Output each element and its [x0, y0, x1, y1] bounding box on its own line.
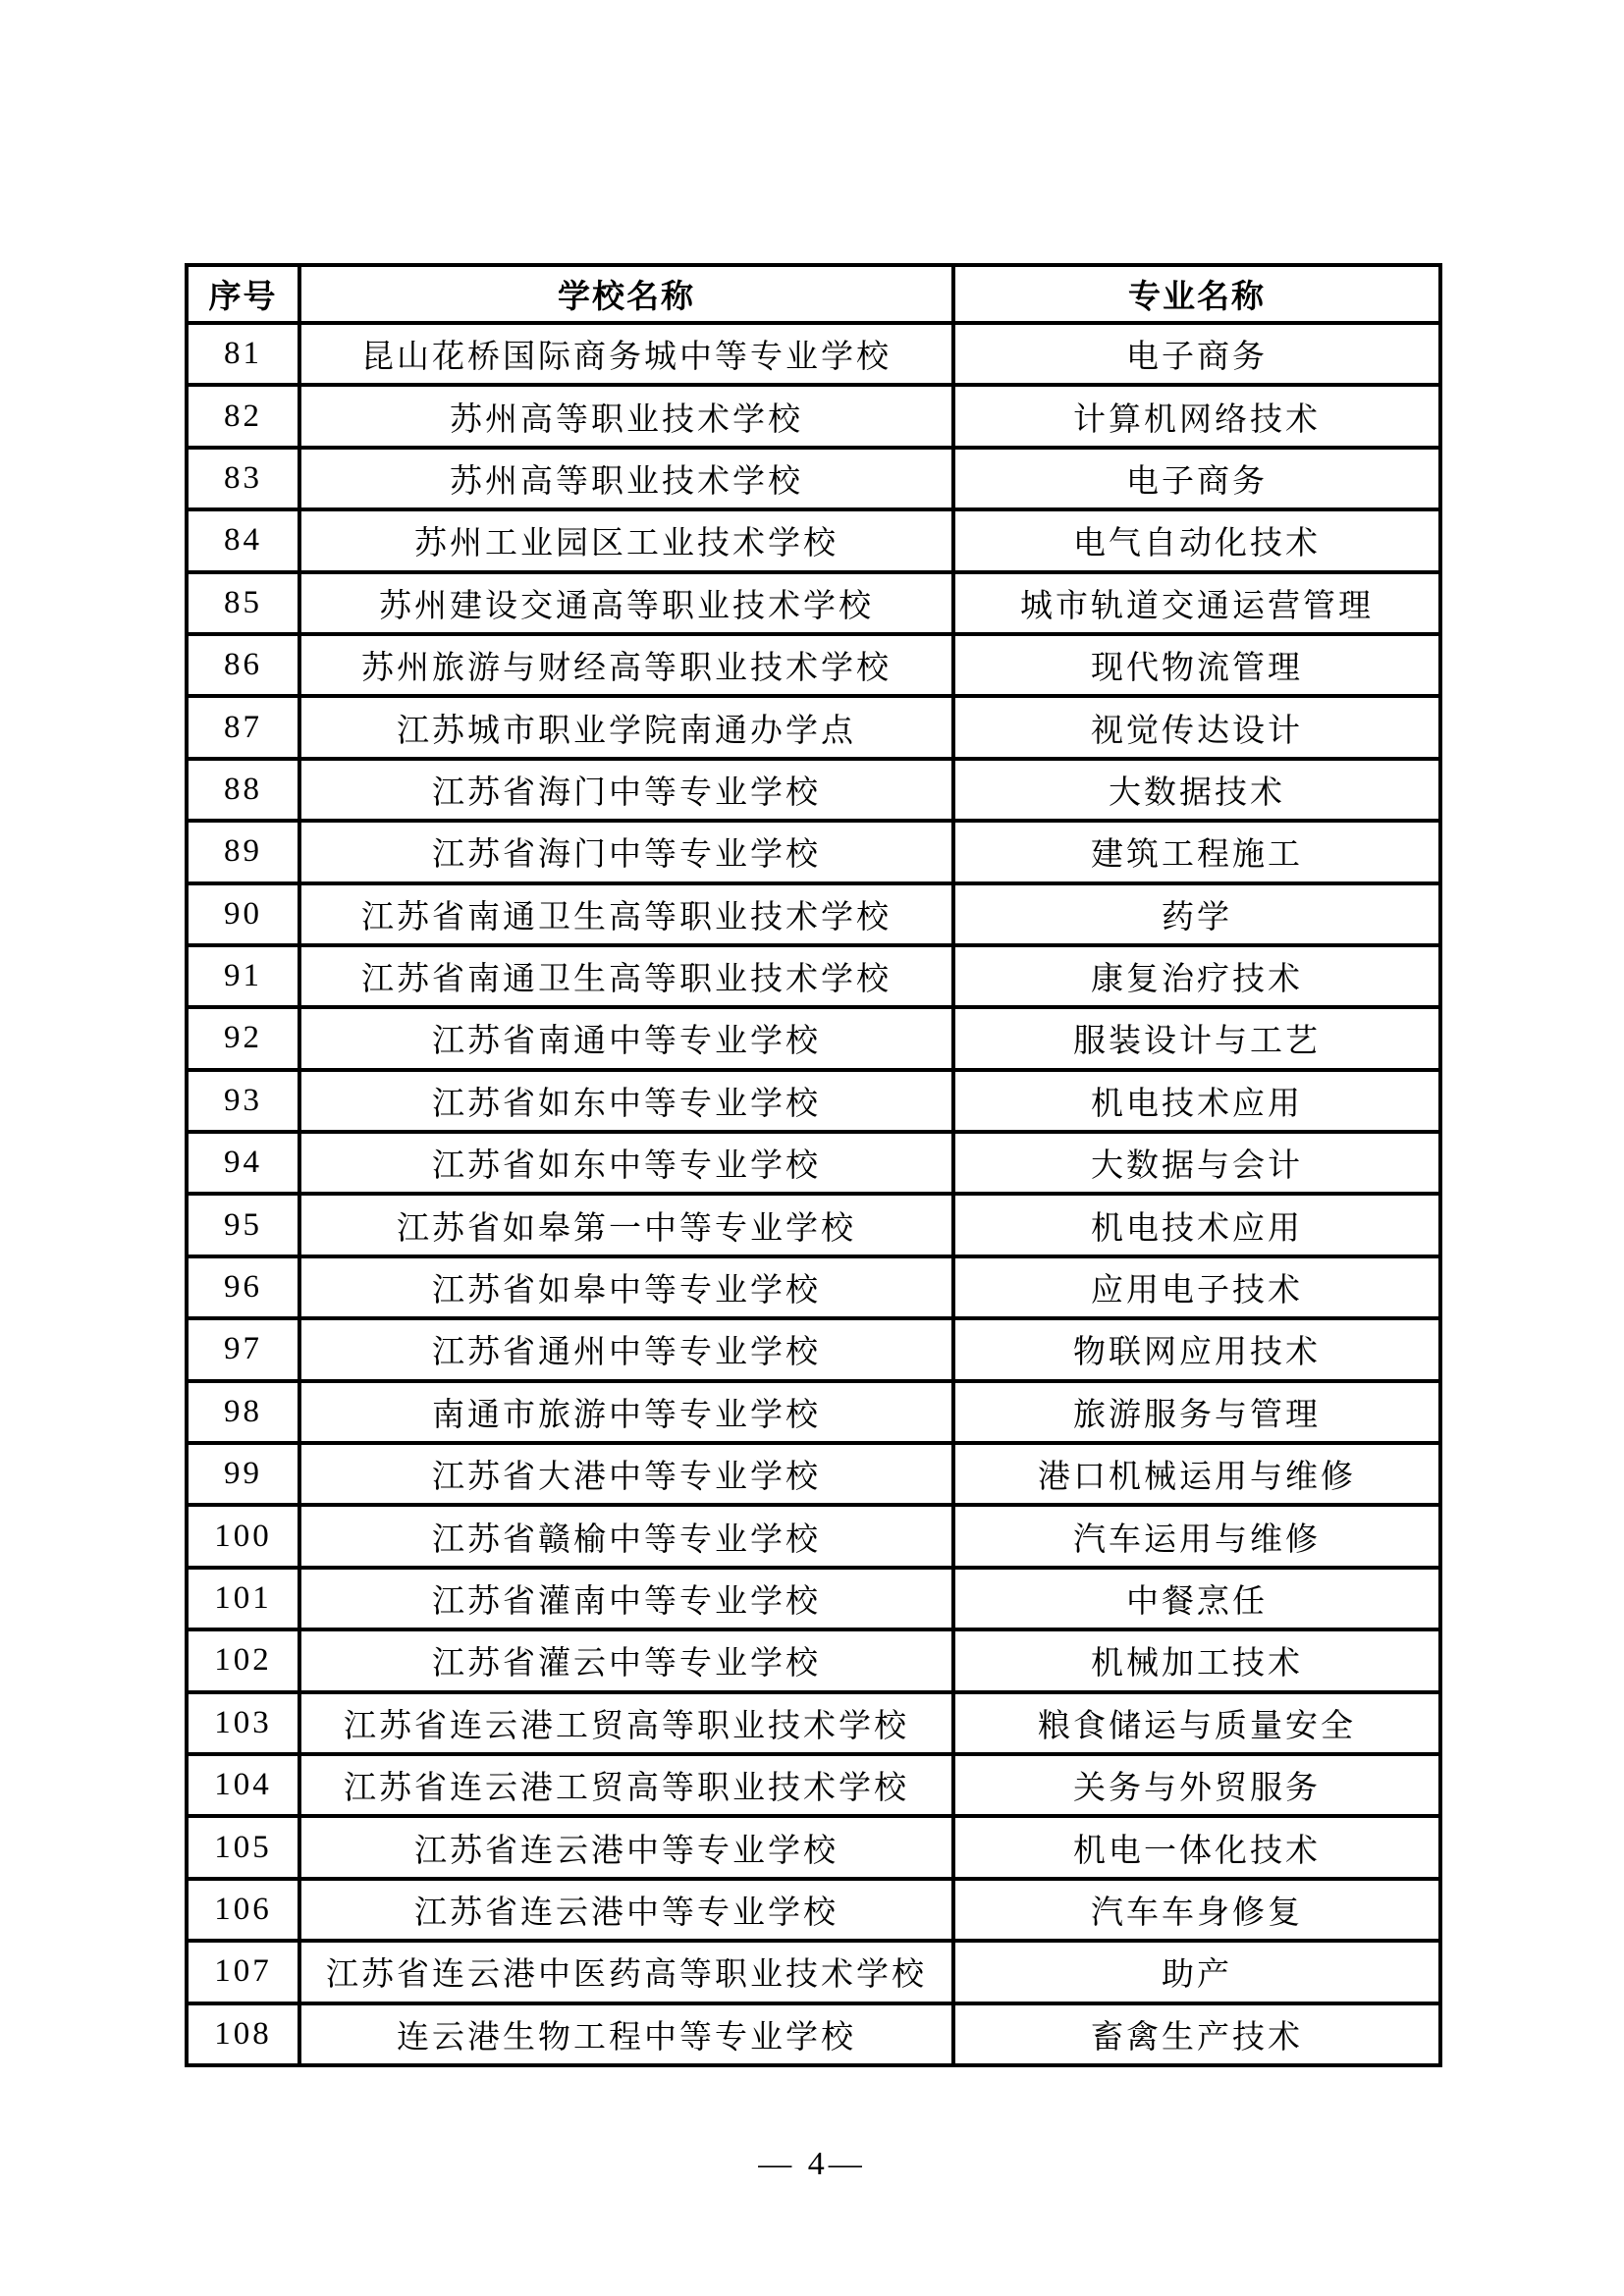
row-number: 90	[187, 883, 299, 945]
major-name: 旅游服务与管理	[953, 1381, 1440, 1443]
table-header-row	[187, 265, 1440, 323]
row-number: 82	[187, 385, 299, 447]
school-name: 江苏省如东中等专业学校	[299, 1070, 953, 1132]
school-name: 江苏省连云港中医药高等职业技术学校	[299, 1941, 953, 2002]
major-name: 机械加工技术	[953, 1629, 1440, 1691]
table-row	[187, 1070, 1440, 1132]
school-name: 连云港生物工程中等专业学校	[299, 2003, 953, 2065]
major-name: 大数据与会计	[953, 1132, 1440, 1194]
major-name: 汽车车身修复	[953, 1879, 1440, 1941]
table-row	[187, 1381, 1440, 1443]
school-name: 苏州工业园区工业技术学校	[299, 509, 953, 571]
table-row	[187, 448, 1440, 509]
row-number: 89	[187, 821, 299, 882]
major-name: 电子商务	[953, 448, 1440, 509]
row-number: 88	[187, 759, 299, 821]
page-number: — 4—	[758, 2146, 866, 2182]
major-name: 机电技术应用	[953, 1070, 1440, 1132]
major-name: 电气自动化技术	[953, 509, 1440, 571]
table-row	[187, 385, 1440, 447]
major-name: 计算机网络技术	[953, 385, 1440, 447]
school-name: 江苏省如皋第一中等专业学校	[299, 1194, 953, 1255]
table-row	[187, 1816, 1440, 1878]
row-number: 86	[187, 634, 299, 696]
table-row	[187, 1443, 1440, 1505]
row-number: 91	[187, 945, 299, 1007]
header-major-name: 专业名称	[953, 265, 1440, 323]
school-name: 江苏省连云港中等专业学校	[299, 1879, 953, 1941]
row-number: 107	[187, 1941, 299, 2002]
table-row	[187, 1007, 1440, 1069]
row-number: 92	[187, 1007, 299, 1069]
row-number: 106	[187, 1879, 299, 1941]
school-name: 江苏省南通卫生高等职业技术学校	[299, 883, 953, 945]
major-name: 城市轨道交通运营管理	[953, 572, 1440, 634]
school-name: 江苏省海门中等专业学校	[299, 759, 953, 821]
school-name: 江苏省连云港工贸高等职业技术学校	[299, 1692, 953, 1754]
row-number: 102	[187, 1629, 299, 1691]
table-row	[187, 1132, 1440, 1194]
table-row	[187, 1941, 1440, 2002]
row-number: 99	[187, 1443, 299, 1505]
school-major-table	[185, 263, 1442, 2067]
table-row	[187, 696, 1440, 758]
table-row	[187, 572, 1440, 634]
major-name: 大数据技术	[953, 759, 1440, 821]
major-name: 助产	[953, 1941, 1440, 2002]
school-name: 江苏省海门中等专业学校	[299, 821, 953, 882]
school-name: 江苏省通州中等专业学校	[299, 1318, 953, 1380]
major-name: 服装设计与工艺	[953, 1007, 1440, 1069]
major-name: 电子商务	[953, 323, 1440, 385]
table-row	[187, 883, 1440, 945]
table-row	[187, 1879, 1440, 1941]
major-name: 中餐烹任	[953, 1568, 1440, 1629]
school-name: 苏州旅游与财经高等职业技术学校	[299, 634, 953, 696]
row-number: 103	[187, 1692, 299, 1754]
table-row	[187, 323, 1440, 385]
school-name: 苏州高等职业技术学校	[299, 385, 953, 447]
row-number: 96	[187, 1256, 299, 1318]
school-name: 江苏省如东中等专业学校	[299, 1132, 953, 1194]
major-name: 机电技术应用	[953, 1194, 1440, 1255]
school-name: 江苏省连云港中等专业学校	[299, 1816, 953, 1878]
row-number: 108	[187, 2003, 299, 2065]
school-name: 江苏省灌云中等专业学校	[299, 1629, 953, 1691]
table-row	[187, 1629, 1440, 1691]
school-name: 江苏省大港中等专业学校	[299, 1443, 953, 1505]
major-name: 港口机械运用与维修	[953, 1443, 1440, 1505]
school-name: 江苏省如皋中等专业学校	[299, 1256, 953, 1318]
table-row	[187, 759, 1440, 821]
school-name: 江苏城市职业学院南通办学点	[299, 696, 953, 758]
table-row	[187, 945, 1440, 1007]
table-row	[187, 1568, 1440, 1629]
major-name: 机电一体化技术	[953, 1816, 1440, 1878]
row-number: 83	[187, 448, 299, 509]
school-name: 江苏省南通中等专业学校	[299, 1007, 953, 1069]
major-name: 现代物流管理	[953, 634, 1440, 696]
school-name: 南通市旅游中等专业学校	[299, 1381, 953, 1443]
row-number: 97	[187, 1318, 299, 1380]
school-name: 江苏省连云港工贸高等职业技术学校	[299, 1754, 953, 1816]
school-name: 江苏省灌南中等专业学校	[299, 1568, 953, 1629]
table-row	[187, 1692, 1440, 1754]
row-number: 93	[187, 1070, 299, 1132]
row-number: 101	[187, 1568, 299, 1629]
header-school-name: 学校名称	[299, 265, 953, 323]
table-row	[187, 2003, 1440, 2065]
table-row	[187, 821, 1440, 882]
major-name: 药学	[953, 883, 1440, 945]
row-number: 100	[187, 1505, 299, 1567]
table-row	[187, 509, 1440, 571]
table-row	[187, 634, 1440, 696]
row-number: 104	[187, 1754, 299, 1816]
table-row	[187, 1318, 1440, 1380]
row-number: 85	[187, 572, 299, 634]
row-number: 84	[187, 509, 299, 571]
major-name: 畜禽生产技术	[953, 2003, 1440, 2065]
major-name: 应用电子技术	[953, 1256, 1440, 1318]
school-name: 昆山花桥国际商务城中等专业学校	[299, 323, 953, 385]
row-number: 98	[187, 1381, 299, 1443]
major-name: 粮食储运与质量安全	[953, 1692, 1440, 1754]
table-row	[187, 1256, 1440, 1318]
row-number: 81	[187, 323, 299, 385]
major-name: 建筑工程施工	[953, 821, 1440, 882]
table-row	[187, 1505, 1440, 1567]
major-name: 视觉传达设计	[953, 696, 1440, 758]
school-name: 苏州高等职业技术学校	[299, 448, 953, 509]
header-serial-number: 序号	[187, 265, 299, 323]
school-name: 江苏省南通卫生高等职业技术学校	[299, 945, 953, 1007]
major-name: 物联网应用技术	[953, 1318, 1440, 1380]
row-number: 105	[187, 1816, 299, 1878]
school-name: 苏州建设交通高等职业技术学校	[299, 572, 953, 634]
table-row	[187, 1754, 1440, 1816]
major-name: 关务与外贸服务	[953, 1754, 1440, 1816]
table-row	[187, 1194, 1440, 1255]
major-name: 康复治疗技术	[953, 945, 1440, 1007]
row-number: 95	[187, 1194, 299, 1255]
row-number: 87	[187, 696, 299, 758]
row-number: 94	[187, 1132, 299, 1194]
school-name: 江苏省赣榆中等专业学校	[299, 1505, 953, 1567]
major-name: 汽车运用与维修	[953, 1505, 1440, 1567]
